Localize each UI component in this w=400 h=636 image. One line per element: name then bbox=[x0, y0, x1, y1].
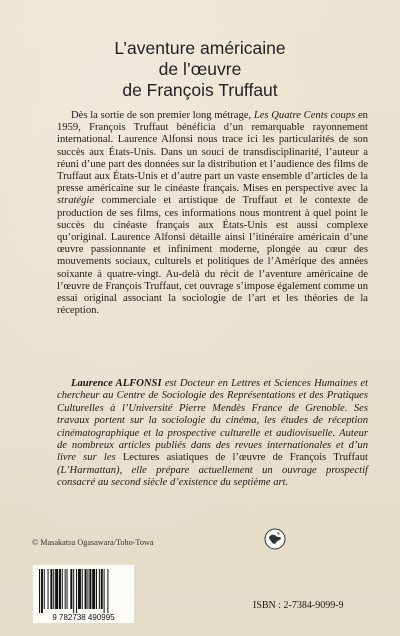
author-name: Laurence ALFONSI bbox=[71, 378, 162, 389]
barcode-bar bbox=[44, 569, 45, 609]
author-bio bbox=[57, 378, 368, 490]
barcode-bar bbox=[87, 569, 88, 609]
barcode-bar bbox=[55, 569, 58, 609]
isbn: ISBN : 2-7384-9099-9 bbox=[253, 600, 344, 611]
barcode-bar bbox=[107, 569, 108, 613]
emphasis-word: stratégie bbox=[57, 195, 95, 207]
barcode-bar bbox=[96, 569, 97, 609]
barcode-bar bbox=[92, 569, 95, 609]
bio-segment: de l’œuvre de François Truffaut bbox=[208, 452, 368, 464]
barcode-bar bbox=[78, 569, 81, 609]
barcode-bar bbox=[73, 569, 74, 613]
barcode bbox=[33, 565, 134, 623]
publisher-globe-icon bbox=[264, 528, 286, 550]
barcode-bar bbox=[50, 569, 52, 609]
title-line-1: L’aventure américaine bbox=[114, 38, 286, 58]
barcode-bar bbox=[82, 569, 83, 609]
barcode-bar bbox=[99, 569, 100, 609]
title-line-2: de l’œuvre bbox=[158, 59, 242, 79]
barcode-bar bbox=[41, 569, 43, 613]
bio-segment: est Docteur en Lettres et Sciences Humaines et chercheur au Centre de Sociologie des Représentations et des Pratiques Culturelles à l’Université Pierre Mendès France de Grenoble. Ses travaux portent sur la sociologie du cinéma, les études de réception cinématographique et la prospective culturelle et audiovisuelle. Auteur de nombreux articles publiés dans des revues internationales et d’un livre sur les bbox=[57, 378, 368, 464]
photo-credit: © Masakatsu Ogasawara/Toho-Towa bbox=[32, 538, 154, 547]
bio-paragraph bbox=[57, 378, 368, 490]
barcode-bar bbox=[48, 569, 49, 609]
barcode-bar bbox=[85, 569, 87, 609]
blurb-segment: commerciale et artistique de Truffaut et le contexte de production de ses films, ces informations nous montrent à quel point le succès du cinéaste français aux États-Unis est aussi complexe qu’original. Laurence Alfonsi détaille ainsi l’itinéraire américain d’une œuvre passionnante et infiniment moderne, plongée au cœur des mouvements sociaux, culturels et politiques de l’Amérique des années soixante à quatre-vingt. Au-delà du récit de l’aventure américaine de l’œuvre de François Truffaut, cet ouvrage s’impose également comme un essai original associant la sociologie de l’art et les théories de la réception. bbox=[57, 195, 368, 317]
barcode-bar bbox=[59, 569, 61, 609]
barcode-bar bbox=[89, 569, 91, 609]
barcode-bar bbox=[67, 569, 68, 609]
barcode-bar bbox=[70, 569, 72, 609]
barcode-bar bbox=[62, 569, 63, 609]
barcode-bar bbox=[39, 569, 40, 613]
book-title bbox=[0, 38, 400, 101]
blurb-segment: en 1959, François Truffaut bénéficia d’un remarquable rayonnement international. Laurence Alfonsi nous trace ici les particularités de son succès aux États-Unis. Dans un souci de transdisciplinarité, l’auteur a réuni d’une part des données sur la distribution et l’audience des films de Truffaut aux États-Unis et d’autre part un vaste ensemble d’articles de la presse américaine sur le cinéaste français. Mises en perspective avec la bbox=[57, 110, 368, 195]
bio-segment: , elle prépare actuellement un ouvrage prospectif consacré au second siècle d’existence du septième art. bbox=[57, 464, 368, 489]
film-title: Les Quatre Cents coups bbox=[253, 110, 356, 121]
barcode-bar bbox=[101, 569, 103, 609]
barcode-bar bbox=[104, 569, 105, 613]
publisher-reference: (L’Harmattan) bbox=[57, 464, 120, 476]
barcode-bar bbox=[53, 569, 54, 609]
title-line-3: de François Truffaut bbox=[122, 80, 278, 100]
book-reference: Lectures asiatiques bbox=[122, 452, 209, 464]
blurb-paragraph bbox=[57, 110, 368, 317]
barcode-bar bbox=[76, 569, 77, 613]
barcode-bar bbox=[65, 569, 66, 609]
blurb-text bbox=[57, 110, 368, 317]
barcode-number: 9 782738 490995 bbox=[52, 613, 115, 622]
blurb-segment: Dès la sortie de son premier long métrage, bbox=[71, 110, 254, 121]
